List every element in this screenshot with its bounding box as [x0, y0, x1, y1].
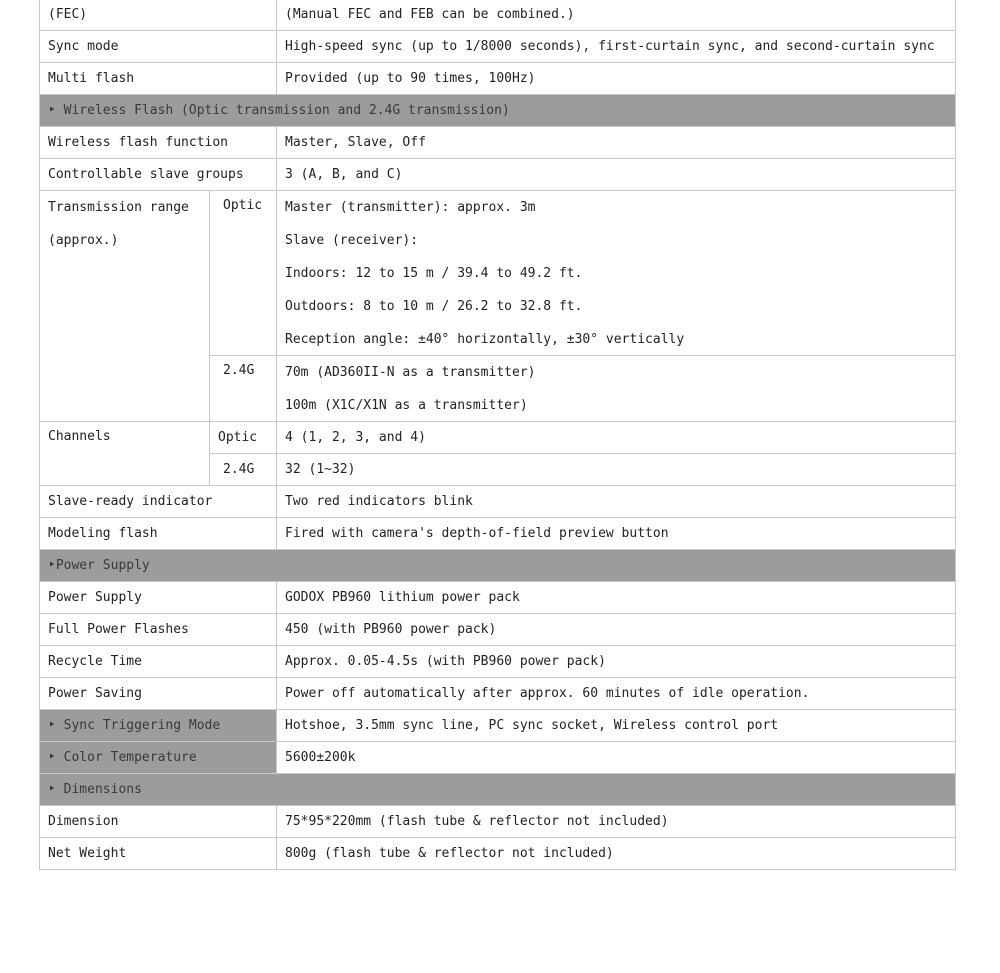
spec-label: Power Saving: [40, 678, 277, 710]
spec-table: [39, 0, 956, 870]
spec-label: Slave-ready indicator: [40, 486, 277, 518]
section-title: ‣ Dimensions: [40, 774, 956, 806]
spec-row-recycle-time: [40, 646, 956, 678]
section-header-wireless: [40, 95, 956, 127]
transmission-24g-value: [277, 356, 956, 422]
spec-label: ‣ Sync Triggering Mode: [40, 710, 277, 742]
spec-value: 3 (A, B, and C): [277, 159, 956, 191]
spec-row-modeling-flash: [40, 518, 956, 550]
spec-label: Channels: [40, 422, 210, 486]
label-line: Transmission range: [48, 200, 189, 215]
spec-row-sync-triggering: [40, 710, 956, 742]
spec-label: Modeling flash: [40, 518, 277, 550]
spec-row-slave-groups: [40, 159, 956, 191]
spec-value: (Manual FEC and FEB can be combined.): [277, 0, 956, 31]
spec-row-net-weight: [40, 838, 956, 870]
spec-value: 450 (with PB960 power pack): [277, 614, 956, 646]
transmission-range-label: [40, 191, 210, 422]
spec-value: GODOX PB960 lithium power pack: [277, 582, 956, 614]
spec-row-wireless-function: [40, 127, 956, 159]
spec-label: Controllable slave groups: [40, 159, 277, 191]
spec-row-full-power: [40, 614, 956, 646]
spec-row-channels-optic: [40, 422, 956, 454]
spec-value: Approx. 0.05-4.5s (with PB960 power pack): [277, 646, 956, 678]
value-line: Indoors: 12 to 15 m / 39.4 to 49.2 ft.: [285, 266, 583, 281]
spec-value: 800g (flash tube & reflector not included): [277, 838, 956, 870]
spec-row-slave-ready: [40, 486, 956, 518]
spec-value: 5600±200k: [277, 742, 956, 774]
spec-row-transmission-optic: [40, 191, 956, 356]
sub-label-optic: Optic: [210, 191, 277, 356]
transmission-optic-value: [277, 191, 956, 356]
value-line: Master (transmitter): approx. 3m: [285, 200, 536, 215]
spec-value: 75*95*220mm (flash tube & reflector not included): [277, 806, 956, 838]
value-line: 70m (AD360II-N as a transmitter): [285, 365, 536, 380]
sub-label-24g: 2.4G: [210, 356, 277, 422]
spec-label: Full Power Flashes: [40, 614, 277, 646]
spec-value: 4 (1, 2, 3, and 4): [277, 422, 956, 454]
sub-label-24g: 2.4G: [210, 454, 277, 486]
spec-value: High-speed sync (up to 1/8000 seconds), first-curtain sync, and second-curtain sync: [277, 31, 956, 63]
spec-label: (FEC): [40, 0, 277, 31]
spec-label: Multi flash: [40, 63, 277, 95]
value-line: Reception angle: ±40° horizontally, ±30° vertically: [285, 332, 685, 347]
spec-row-multi-flash: [40, 63, 956, 95]
spec-label: Power Supply: [40, 582, 277, 614]
spec-value: Fired with camera's depth-of-field preview button: [277, 518, 956, 550]
sub-label-optic: Optic: [210, 422, 277, 454]
spec-row-fec: [40, 0, 956, 31]
spec-value: Two red indicators blink: [277, 486, 956, 518]
value-line: 100m (X1C/X1N as a transmitter): [285, 398, 528, 413]
spec-row-color-temperature: [40, 742, 956, 774]
spec-label: Recycle Time: [40, 646, 277, 678]
spec-label: Dimension: [40, 806, 277, 838]
spec-label: Net Weight: [40, 838, 277, 870]
spec-value: 32 (1~32): [277, 454, 956, 486]
spec-label: ‣ Color Temperature: [40, 742, 277, 774]
spec-row-sync-mode: [40, 31, 956, 63]
section-header-dimensions: [40, 774, 956, 806]
spec-row-dimension: [40, 806, 956, 838]
label-line: (approx.): [48, 233, 119, 248]
spec-row-power-supply: [40, 582, 956, 614]
spec-value: Hotshoe, 3.5mm sync line, PC sync socket, Wireless control port: [277, 710, 956, 742]
value-line: Slave (receiver):: [285, 233, 419, 248]
spec-value: Power off automatically after approx. 60 minutes of idle operation.: [277, 678, 956, 710]
value-line: Outdoors: 8 to 10 m / 26.2 to 32.8 ft.: [285, 299, 583, 314]
section-title: ‣Power Supply: [40, 550, 956, 582]
spec-label: Wireless flash function: [40, 127, 277, 159]
section-title: ‣ Wireless Flash (Optic transmission and 2.4G transmission): [40, 95, 956, 127]
spec-label: Sync mode: [40, 31, 277, 63]
spec-row-power-saving: [40, 678, 956, 710]
spec-value: Provided (up to 90 times, 100Hz): [277, 63, 956, 95]
spec-value: Master, Slave, Off: [277, 127, 956, 159]
section-header-power: [40, 550, 956, 582]
